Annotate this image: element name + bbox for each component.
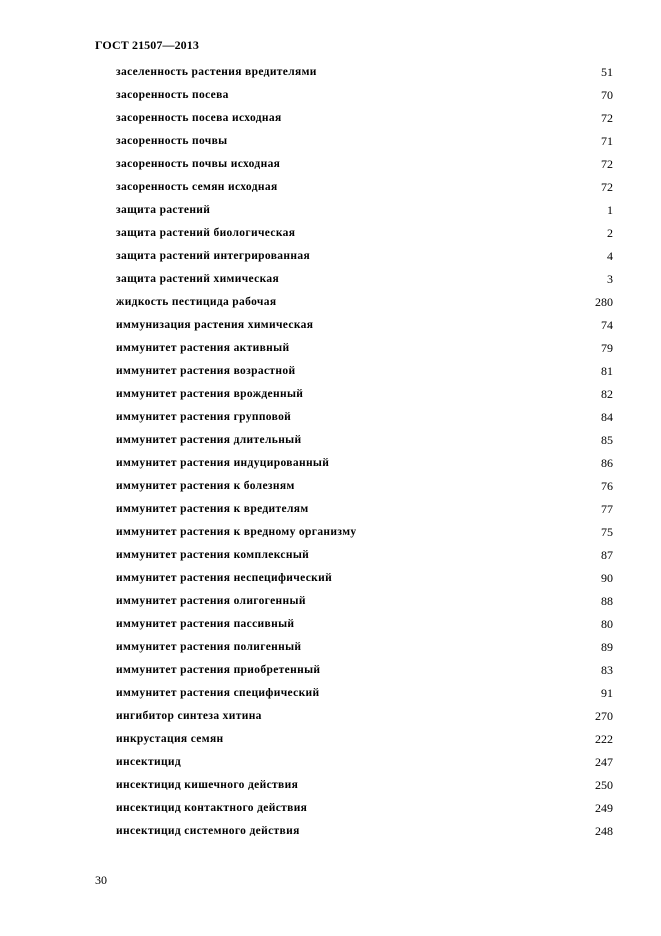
index-term-number: 91 <box>601 686 613 700</box>
index-term-number: 75 <box>601 525 613 539</box>
index-entry <box>116 705 613 728</box>
index-term-number: 85 <box>601 433 613 447</box>
index-term-number: 84 <box>601 410 613 424</box>
index-entry <box>116 268 613 291</box>
index-term: засоренность посева <box>116 89 229 101</box>
index-entry <box>116 751 613 774</box>
index-term-number: 71 <box>601 134 613 148</box>
index-entry <box>116 659 613 682</box>
index-term: иммунитет растения возрастной <box>116 365 296 377</box>
index-term: защита растений интегрированная <box>116 250 311 262</box>
index-term-number: 280 <box>595 295 613 309</box>
index-entry <box>116 84 613 107</box>
index-term-number: 2 <box>607 226 613 240</box>
index-entry <box>116 728 613 751</box>
index-term: жидкость пестицида рабочая <box>116 296 277 308</box>
index-term-number: 89 <box>601 640 613 654</box>
index-term: инкрустация семян <box>116 733 224 745</box>
index-term: защита растений биологическая <box>116 227 296 239</box>
index-term-number: 72 <box>601 111 613 125</box>
index-term-number: 90 <box>601 571 613 585</box>
index-entry <box>116 452 613 475</box>
index-entry <box>116 245 613 268</box>
index-term: иммунитет растения пассивный <box>116 618 295 630</box>
index-term: иммунитет растения олигогенный <box>116 595 306 607</box>
index-term-number: 87 <box>601 548 613 562</box>
index-term: иммунитет растения групповой <box>116 411 292 423</box>
index-entry <box>116 107 613 130</box>
index-term-number: 81 <box>601 364 613 378</box>
index-term-number: 72 <box>601 157 613 171</box>
index-term-number: 1 <box>607 203 613 217</box>
index-term-number: 86 <box>601 456 613 470</box>
index-entry <box>116 636 613 659</box>
index-term: иммунитет растения неспецифический <box>116 572 333 584</box>
index-entry <box>116 820 613 843</box>
index-entry <box>116 613 613 636</box>
index-entry <box>116 544 613 567</box>
index-entry <box>116 774 613 797</box>
index-term: заселенность растения вредителями <box>116 66 317 78</box>
index-entry <box>116 360 613 383</box>
index-term-number: 3 <box>607 272 613 286</box>
index-entry <box>116 199 613 222</box>
index-term-number: 4 <box>607 249 613 263</box>
index-term: иммунитет растения к вредному организму <box>116 526 357 538</box>
index-entry <box>116 475 613 498</box>
index-entry <box>116 383 613 406</box>
index-term-number: 77 <box>601 502 613 516</box>
index-term-number: 76 <box>601 479 613 493</box>
index-term: иммунитет растения приобретенный <box>116 664 321 676</box>
index-term: иммунитет растения комплексный <box>116 549 310 561</box>
index-term-number: 247 <box>595 755 613 769</box>
index-term-number: 72 <box>601 180 613 194</box>
index-entry <box>116 176 613 199</box>
index-term: засоренность почвы исходная <box>116 158 281 170</box>
index-term-number: 88 <box>601 594 613 608</box>
index-entry <box>116 590 613 613</box>
index-entry <box>116 61 613 84</box>
index-term: иммунитет растения полигенный <box>116 641 302 653</box>
index-term: иммунизация растения химическая <box>116 319 314 331</box>
index-term: иммунитет растения индуцированный <box>116 457 330 469</box>
index-entry <box>116 682 613 705</box>
index-entry <box>116 406 613 429</box>
index-entry <box>116 567 613 590</box>
index-term: иммунитет растения специфический <box>116 687 320 699</box>
index-term: инсектицид кишечного действия <box>116 779 299 791</box>
index-term: засоренность семян исходная <box>116 181 278 193</box>
index-term-number: 222 <box>595 732 613 746</box>
index-term: иммунитет растения длительный <box>116 434 302 446</box>
index-term-number: 249 <box>595 801 613 815</box>
index-term: защита растений <box>116 204 211 216</box>
index-term-number: 74 <box>601 318 613 332</box>
index-entry <box>116 291 613 314</box>
index-term-number: 80 <box>601 617 613 631</box>
index-term: иммунитет растения активный <box>116 342 290 354</box>
index-entry <box>116 222 613 245</box>
index-term: засоренность почвы <box>116 135 228 147</box>
index-term: инсектицид системного действия <box>116 825 300 837</box>
index-term: защита растений химическая <box>116 273 280 285</box>
index-entry <box>116 521 613 544</box>
index-entry <box>116 153 613 176</box>
index-entry <box>116 498 613 521</box>
index-term: иммунитет растения к вредителям <box>116 503 309 515</box>
index-term-number: 51 <box>601 65 613 79</box>
index-entry <box>116 314 613 337</box>
index-term-number: 248 <box>595 824 613 838</box>
index-term: инсектицид контактного действия <box>116 802 308 814</box>
index-term: иммунитет растения врожденный <box>116 388 304 400</box>
index-term-number: 83 <box>601 663 613 677</box>
document-header: ГОСТ 21507—2013 <box>95 38 199 52</box>
index-term-number: 70 <box>601 88 613 102</box>
page-number: 30 <box>95 873 107 887</box>
index-entry <box>116 797 613 820</box>
index-term: иммунитет растения к болезням <box>116 480 295 492</box>
index-term: ингибитор синтеза хитина <box>116 710 262 722</box>
term-index-list <box>116 61 613 843</box>
index-term-number: 250 <box>595 778 613 792</box>
index-entry <box>116 130 613 153</box>
index-term: засоренность посева исходная <box>116 112 282 124</box>
index-term: инсектицид <box>116 756 182 768</box>
index-term-number: 79 <box>601 341 613 355</box>
index-term-number: 270 <box>595 709 613 723</box>
index-entry <box>116 337 613 360</box>
index-entry <box>116 429 613 452</box>
index-term-number: 82 <box>601 387 613 401</box>
